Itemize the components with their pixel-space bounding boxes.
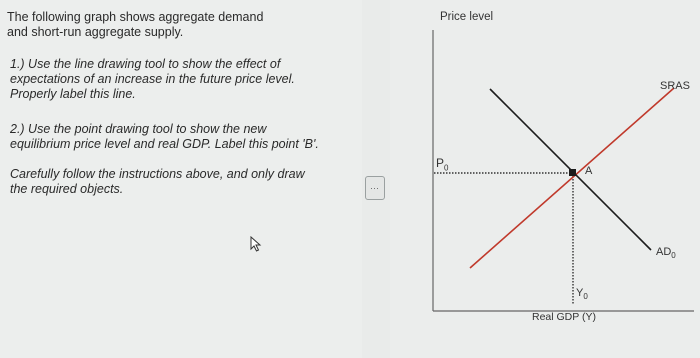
step2-line-2: equilibrium price level and real GDP. Label this point 'B'. bbox=[10, 137, 319, 151]
panel-resize-handle[interactable] bbox=[365, 176, 385, 200]
ad0-label bbox=[656, 246, 676, 260]
sras-label: SRAS bbox=[660, 80, 690, 92]
point-a-label: A bbox=[585, 165, 593, 177]
sras-curve[interactable] bbox=[470, 88, 674, 268]
y0-subscript: 0 bbox=[583, 292, 588, 302]
graph-panel[interactable] bbox=[390, 0, 700, 358]
step1-line-2: expectations of an increase in the future price level. bbox=[10, 72, 295, 86]
intro-line-1: The following graph shows aggregate demand bbox=[7, 10, 264, 24]
y0-label bbox=[576, 287, 588, 301]
equilibrium-point-a[interactable] bbox=[569, 169, 576, 176]
handle-grip-icon: ⋯ bbox=[370, 182, 380, 193]
y0-text: Y bbox=[576, 287, 584, 299]
p0-label bbox=[436, 156, 448, 172]
step-2-instruction bbox=[10, 122, 340, 152]
p0-subscript: 0 bbox=[444, 163, 449, 173]
step-1-instruction bbox=[10, 57, 340, 102]
note-instruction bbox=[10, 167, 340, 197]
y-axis-label: Price level bbox=[440, 11, 494, 23]
step2-line-1: 2.) Use the point drawing tool to show the new bbox=[10, 122, 267, 136]
note-line-2: the required objects. bbox=[10, 182, 124, 196]
intro-text bbox=[7, 10, 347, 40]
graph-canvas[interactable] bbox=[390, 0, 700, 358]
ad-subscript: 0 bbox=[671, 251, 676, 261]
step1-line-3: Properly label this line. bbox=[10, 87, 136, 101]
p0-text: P bbox=[436, 156, 445, 170]
x-axis-label: Real GDP (Y) bbox=[532, 311, 596, 323]
ad-text: AD bbox=[656, 246, 672, 258]
note-line-1: Carefully follow the instructions above, and only draw bbox=[10, 167, 305, 181]
intro-line-2: and short-run aggregate supply. bbox=[7, 25, 184, 39]
mouse-cursor-icon bbox=[250, 236, 262, 252]
step1-line-1: 1.) Use the line drawing tool to show the effect of bbox=[10, 57, 281, 71]
